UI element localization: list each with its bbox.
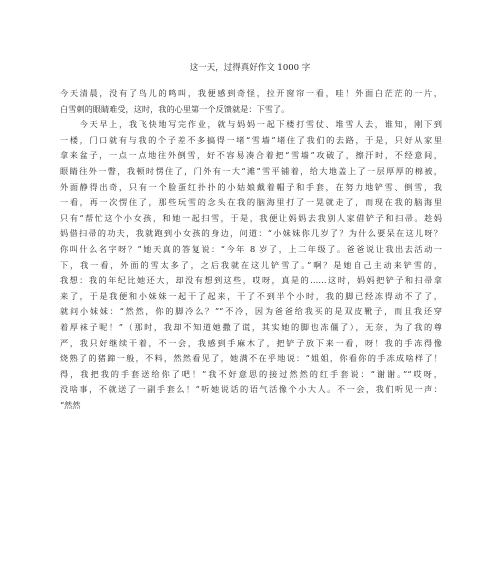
text-line: 今天清晨，没有了鸟儿的鸣叫，我便感到奇怪，拉开窗帘一看，哇！外面白茫茫的一片， [60, 88, 442, 98]
text-line: 白雪刺的眼睛难受，这时，我的心里第一个反馈就是：下雪了。 [60, 103, 290, 114]
text-line: 严，我只好继续干着，不一会，我感到手麻木了，把铲子放下来一看，呀！我的手冻得像 [60, 337, 442, 348]
document-body [60, 86, 442, 413]
text-line: 拿来盆子，一点一点地往外倒雪，好不容易凑合着把“雪墙”攻破了，擦汗时，不经意间， [60, 150, 442, 161]
text-line: 你叫什么名字呀？”她天真的答复说：“今年 8 岁了，上二年级了。爸爸说让我出去活动一 [60, 243, 442, 254]
text-line: 得，我把我的手套送给你了吧！”我不好意思的接过然然的红手套说：“谢谢。”“哎呀， [60, 368, 442, 379]
text-line: 着厚袜子呢！”（那时，我却不知道她撒了谎，其实她的脚也冻僵了），无奈，为了我的尊 [60, 321, 442, 332]
text-line: 眼睛往外一瞥，我顿时愣住了，门外有一大“滩”雪平铺着，给大地盖上了一层厚厚的棉被， [60, 165, 442, 176]
text-line: 妈借扫帚的功夫，我就跑到小女孩的身边，问道：“小妹妹你几岁了？为什么要呆在这儿呀？ [60, 228, 442, 239]
text-line: 一楼，门口就有与我的个子差不多搞得一堵“雪墙”堵住了我们的去路，于是，只好从家里 [60, 134, 442, 145]
text-line: 一看，再一次愣住了，那些玩雪的念头在我的脑海里打了一晃就走了，而现在我的脑海里 [60, 197, 442, 208]
document-title: 这一天，过得真好作文 1000 字 [189, 63, 311, 73]
text-line: 来了，于是我便和小妹妹一起干了起来，干了不到半个小时，我的脚已经冻得动不了了， [60, 290, 442, 301]
text-line: 我想：我的年纪比她还大，却没有想到这些，哎呀，真是的……这时，妈妈把铲子和扫帚拿 [60, 275, 442, 286]
text-line: 只有“帮忙这个小女孩，和她一起扫雪，于是，我便让妈妈去我别人家借铲子和扫帚。趁妈 [60, 212, 442, 223]
text-line: 烧熟了的猪蹄一般，不料，然然看见了，她满不在乎地说：“姐姐，你看你的手冻成啥样了！ [60, 353, 442, 364]
text-line: 就问小妹妹：“然然，你的脚冷么？”“不冷，因为爸爸给我买的是双皮靴子，而且我还穿 [60, 306, 442, 317]
text-line: 没啥事，不就送了一副手套么！”听她说话的语气活像个小大人。不一会，我们听见一声： [60, 384, 442, 395]
text-line: 今天早上，我飞快地写完作业，就与妈妈一起下楼打雪仗、堆雪人去，谁知，刚下到 [60, 119, 442, 130]
text-line: 下，我一看，外面的雪太多了，之后我就在这儿铲雪了。”啊？是她自己主动来铲雪的， [60, 259, 442, 270]
text-line: 外面静得出奇，只有一个脸蛋红扑扑的小姑娘戴着帽子和手套，在努力地铲雪、倒雪，我 [60, 181, 442, 192]
text-line: “然然 [60, 399, 81, 410]
